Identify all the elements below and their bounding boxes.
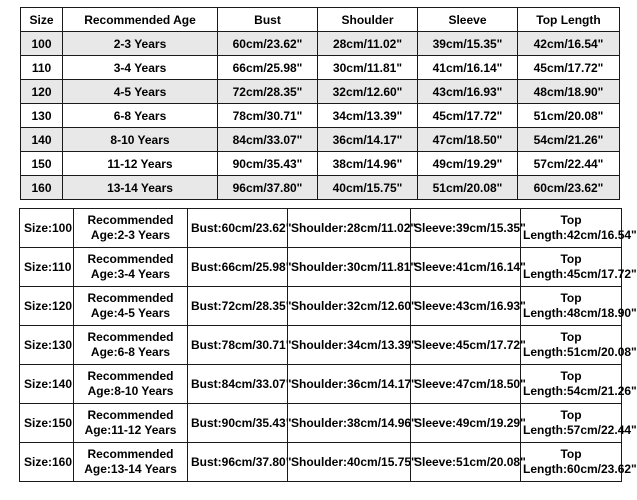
top-label: Top xyxy=(560,252,582,266)
top-label: Top xyxy=(560,408,582,422)
age-value: Age:2-3 Years xyxy=(90,228,171,242)
table-row xyxy=(20,248,622,287)
header-top-length: Top Length xyxy=(518,8,620,32)
top-label: Top xyxy=(560,369,582,383)
table-row xyxy=(20,404,622,443)
table-row xyxy=(21,104,620,128)
table-row xyxy=(21,80,620,104)
cell-top-length xyxy=(521,365,637,404)
cell-recommended-age: 2-3 Years xyxy=(63,32,218,56)
cell-shoulder: 30cm/11.81" xyxy=(318,56,418,80)
cell-sleeve: Sleeve:45cm/17.72" xyxy=(411,326,521,365)
cell-top-length: 42cm/16.54" xyxy=(518,32,620,56)
size-chart-table xyxy=(20,7,620,200)
top-label: Top xyxy=(560,330,582,344)
top-value: Length:51cm/20.08" xyxy=(523,345,637,359)
cell-size: 150 xyxy=(21,152,63,176)
cell-recommended-age xyxy=(74,326,188,365)
cell-recommended-age xyxy=(74,365,188,404)
cell-bust: Bust:78cm/30.71" xyxy=(188,326,288,365)
cell-recommended-age: 13-14 Years xyxy=(63,176,218,200)
cell-size: 110 xyxy=(21,56,63,80)
cell-recommended-age xyxy=(74,287,188,326)
cell-bust: Bust:84cm/33.07" xyxy=(188,365,288,404)
cell-shoulder: Shoulder:30cm/11.81" xyxy=(288,248,411,287)
cell-size: 130 xyxy=(21,104,63,128)
cell-size: Size:130 xyxy=(20,326,74,365)
cell-sleeve: Sleeve:39cm/15.35" xyxy=(411,209,521,248)
cell-size: 160 xyxy=(21,176,63,200)
header-shoulder: Shoulder xyxy=(318,8,418,32)
top-value: Length:57cm/22.44" xyxy=(523,423,637,437)
age-value: Age:8-10 Years xyxy=(87,384,174,398)
cell-top-length xyxy=(521,326,637,365)
cell-recommended-age xyxy=(74,209,188,248)
cell-bust: Bust:96cm/37.80" xyxy=(188,443,288,482)
cell-size: 140 xyxy=(21,128,63,152)
top-value: Length:45cm/17.72" xyxy=(523,267,637,281)
cell-shoulder: 28cm/11.02" xyxy=(318,32,418,56)
table-row xyxy=(21,32,620,56)
cell-size: Size:150 xyxy=(20,404,74,443)
top-value: Length:42cm/16.54" xyxy=(523,228,637,242)
cell-shoulder: Shoulder:36cm/14.17" xyxy=(288,365,411,404)
cell-top-length xyxy=(521,209,637,248)
table-row xyxy=(21,128,620,152)
cell-recommended-age xyxy=(74,248,188,287)
cell-shoulder: 36cm/14.17" xyxy=(318,128,418,152)
cell-bust: Bust:72cm/28.35" xyxy=(188,287,288,326)
age-value: Age:13-14 Years xyxy=(84,462,177,476)
cell-sleeve: Sleeve:43cm/16.93" xyxy=(411,287,521,326)
cell-sleeve: Sleeve:51cm/20.08" xyxy=(411,443,521,482)
cell-size: Size:160 xyxy=(20,443,74,482)
cell-recommended-age: 8-10 Years xyxy=(63,128,218,152)
header-bust: Bust xyxy=(218,8,318,32)
cell-shoulder: Shoulder:28cm/11.02" xyxy=(288,209,411,248)
cell-bust: Bust:66cm/25.98" xyxy=(188,248,288,287)
cell-bust: Bust:90cm/35.43" xyxy=(188,404,288,443)
cell-bust: 66cm/25.98" xyxy=(218,56,318,80)
cell-top-length xyxy=(521,287,637,326)
age-label: Recommended xyxy=(87,369,174,383)
table-row xyxy=(20,209,622,248)
table-row xyxy=(20,287,622,326)
age-label: Recommended xyxy=(87,408,174,422)
header-sleeve: Sleeve xyxy=(418,8,518,32)
top-label: Top xyxy=(560,213,582,227)
header-row xyxy=(21,8,620,32)
cell-shoulder: 38cm/14.96" xyxy=(318,152,418,176)
cell-recommended-age: 6-8 Years xyxy=(63,104,218,128)
cell-sleeve: 45cm/17.72" xyxy=(418,104,518,128)
cell-top-length: 48cm/18.90" xyxy=(518,80,620,104)
header-recommended-age: Recommended Age xyxy=(63,8,218,32)
cell-top-length: 54cm/21.26" xyxy=(518,128,620,152)
age-label: Recommended xyxy=(87,291,174,305)
cell-bust: 60cm/23.62" xyxy=(218,32,318,56)
age-label: Recommended xyxy=(87,330,174,344)
age-value: Age:11-12 Years xyxy=(84,423,177,437)
cell-bust: 78cm/30.71" xyxy=(218,104,318,128)
cell-size: Size:110 xyxy=(20,248,74,287)
cell-size: Size:120 xyxy=(20,287,74,326)
cell-shoulder: 34cm/13.39" xyxy=(318,104,418,128)
cell-sleeve: 51cm/20.08" xyxy=(418,176,518,200)
top-value: Length:54cm/21.26" xyxy=(523,384,637,398)
cell-bust: 96cm/37.80" xyxy=(218,176,318,200)
top-label: Top xyxy=(560,291,582,305)
cell-shoulder: 40cm/15.75" xyxy=(318,176,418,200)
cell-top-length: 51cm/20.08" xyxy=(518,104,620,128)
age-value: Age:6-8 Years xyxy=(90,345,171,359)
cell-size: 100 xyxy=(21,32,63,56)
table-row xyxy=(21,152,620,176)
cell-recommended-age: 3-4 Years xyxy=(63,56,218,80)
age-label: Recommended xyxy=(87,252,174,266)
cell-size: Size:140 xyxy=(20,365,74,404)
age-value: Age:4-5 Years xyxy=(90,306,171,320)
cell-top-length xyxy=(521,248,637,287)
cell-sleeve: Sleeve:47cm/18.50" xyxy=(411,365,521,404)
cell-sleeve: 41cm/16.14" xyxy=(418,56,518,80)
age-label: Recommended xyxy=(87,447,174,461)
table-row xyxy=(21,176,620,200)
cell-recommended-age: 11-12 Years xyxy=(63,152,218,176)
cell-shoulder: Shoulder:34cm/13.39" xyxy=(288,326,411,365)
age-label: Recommended xyxy=(87,213,174,227)
cell-bust: 72cm/28.35" xyxy=(218,80,318,104)
cell-recommended-age xyxy=(74,443,188,482)
cell-shoulder: 32cm/12.60" xyxy=(318,80,418,104)
cell-sleeve: 49cm/19.29" xyxy=(418,152,518,176)
cell-size: Size:100 xyxy=(20,209,74,248)
top-value: Length:48cm/18.90" xyxy=(523,306,637,320)
header-size: Size xyxy=(21,8,63,32)
age-value: Age:3-4 Years xyxy=(90,267,171,281)
top-value: Length:60cm/23.62" xyxy=(523,462,637,476)
cell-recommended-age xyxy=(74,404,188,443)
cell-shoulder: Shoulder:32cm/12.60" xyxy=(288,287,411,326)
cell-sleeve: 43cm/16.93" xyxy=(418,80,518,104)
table-row xyxy=(20,365,622,404)
cell-sleeve: 39cm/15.35" xyxy=(418,32,518,56)
cell-top-length: 57cm/22.44" xyxy=(518,152,620,176)
cell-top-length xyxy=(521,443,637,482)
cell-size: 120 xyxy=(21,80,63,104)
cell-sleeve: 47cm/18.50" xyxy=(418,128,518,152)
cell-top-length: 45cm/17.72" xyxy=(518,56,620,80)
cell-sleeve: Sleeve:49cm/19.29" xyxy=(411,404,521,443)
cell-recommended-age: 4-5 Years xyxy=(63,80,218,104)
top-label: Top xyxy=(560,447,582,461)
cell-shoulder: Shoulder:40cm/15.75" xyxy=(288,443,411,482)
cell-top-length: 60cm/23.62" xyxy=(518,176,620,200)
cell-top-length xyxy=(521,404,637,443)
cell-sleeve: Sleeve:41cm/16.14" xyxy=(411,248,521,287)
table-row xyxy=(21,56,620,80)
cell-bust: 84cm/33.07" xyxy=(218,128,318,152)
table-row xyxy=(20,326,622,365)
cell-bust: Bust:60cm/23.62" xyxy=(188,209,288,248)
cell-shoulder: Shoulder:38cm/14.96" xyxy=(288,404,411,443)
size-detail-table xyxy=(19,208,637,482)
table-row xyxy=(20,443,622,482)
cell-bust: 90cm/35.43" xyxy=(218,152,318,176)
